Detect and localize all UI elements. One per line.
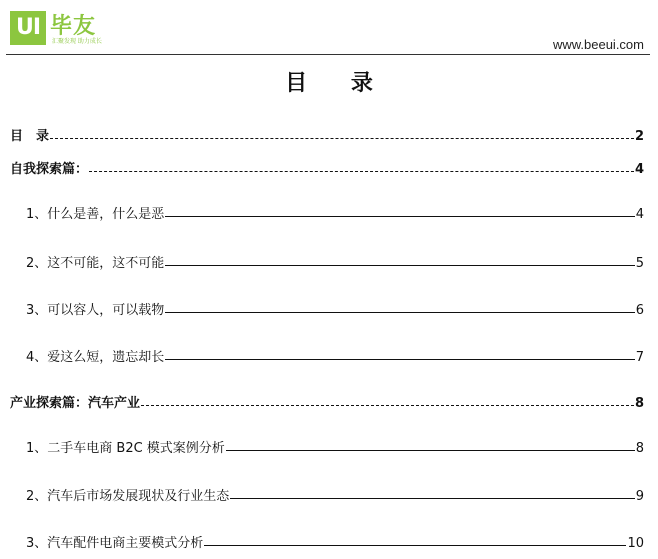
toc-leader: [89, 171, 634, 172]
page-header: [0, 0, 658, 56]
toc-entry[interactable]: [26, 488, 644, 506]
logo-text: 毕友: [50, 14, 97, 39]
toc-entry-label: 目 录: [10, 129, 50, 144]
toc-entry-page: 7: [635, 350, 644, 365]
toc-leader: [230, 498, 634, 499]
page-title: 目 录: [285, 71, 391, 96]
toc-leader: [165, 265, 634, 266]
toc-entry[interactable]: [26, 302, 644, 320]
toc-entry-label: 自我探索篇：: [10, 162, 89, 177]
toc-leader: [50, 138, 634, 139]
toc-entry[interactable]: [26, 535, 644, 553]
toc-entry-page: 5: [635, 256, 644, 271]
toc-entry-label: 产业探索篇：汽车产业: [10, 396, 141, 411]
toc-entry[interactable]: [10, 161, 644, 179]
toc-leader: [165, 216, 634, 217]
toc-entry-label: 2、这不可能，这不可能: [26, 256, 165, 271]
toc-entry-label: 2、汽车后市场发展现状及行业生态: [26, 489, 230, 504]
toc-entry-label: 1、什么是善，什么是恶: [26, 207, 165, 222]
toc-entry-label: 4、爱这么短，遗忘却长: [26, 350, 165, 365]
toc-entry-label: 1、二手车电商 B2C 模式案例分析: [26, 441, 225, 456]
toc-leader: [141, 405, 634, 406]
toc-leader: [226, 450, 635, 451]
toc-entry-page: 8: [635, 441, 644, 456]
toc-entry-page: 4: [634, 162, 644, 177]
site-url: www.beeui.com: [552, 37, 644, 52]
toc-leader: [165, 359, 634, 360]
toc-entry-page: 8: [634, 396, 644, 411]
toc-entry[interactable]: [26, 206, 644, 224]
logo-tagline: 汇聚发现 助力成长: [52, 38, 102, 45]
toc-entry[interactable]: [10, 128, 644, 146]
toc-entry-page: 2: [634, 129, 644, 144]
toc-leader: [165, 312, 634, 313]
toc-entry[interactable]: [26, 440, 644, 458]
toc-entry-page: 10: [627, 536, 644, 551]
toc-leader: [204, 545, 626, 546]
toc-entry-label: 3、汽车配件电商主要模式分析: [26, 536, 204, 551]
toc-entry-page: 9: [635, 489, 644, 504]
toc-entry[interactable]: [26, 255, 644, 273]
logo-mark: UI: [10, 11, 46, 45]
header-divider: [6, 54, 650, 55]
toc-entry-page: 4: [635, 207, 644, 222]
toc-entry-page: 6: [635, 303, 644, 318]
toc-entry-label: 3、可以容人，可以载物: [26, 303, 165, 318]
toc-entry[interactable]: [26, 349, 644, 367]
toc-entry[interactable]: [10, 395, 644, 413]
